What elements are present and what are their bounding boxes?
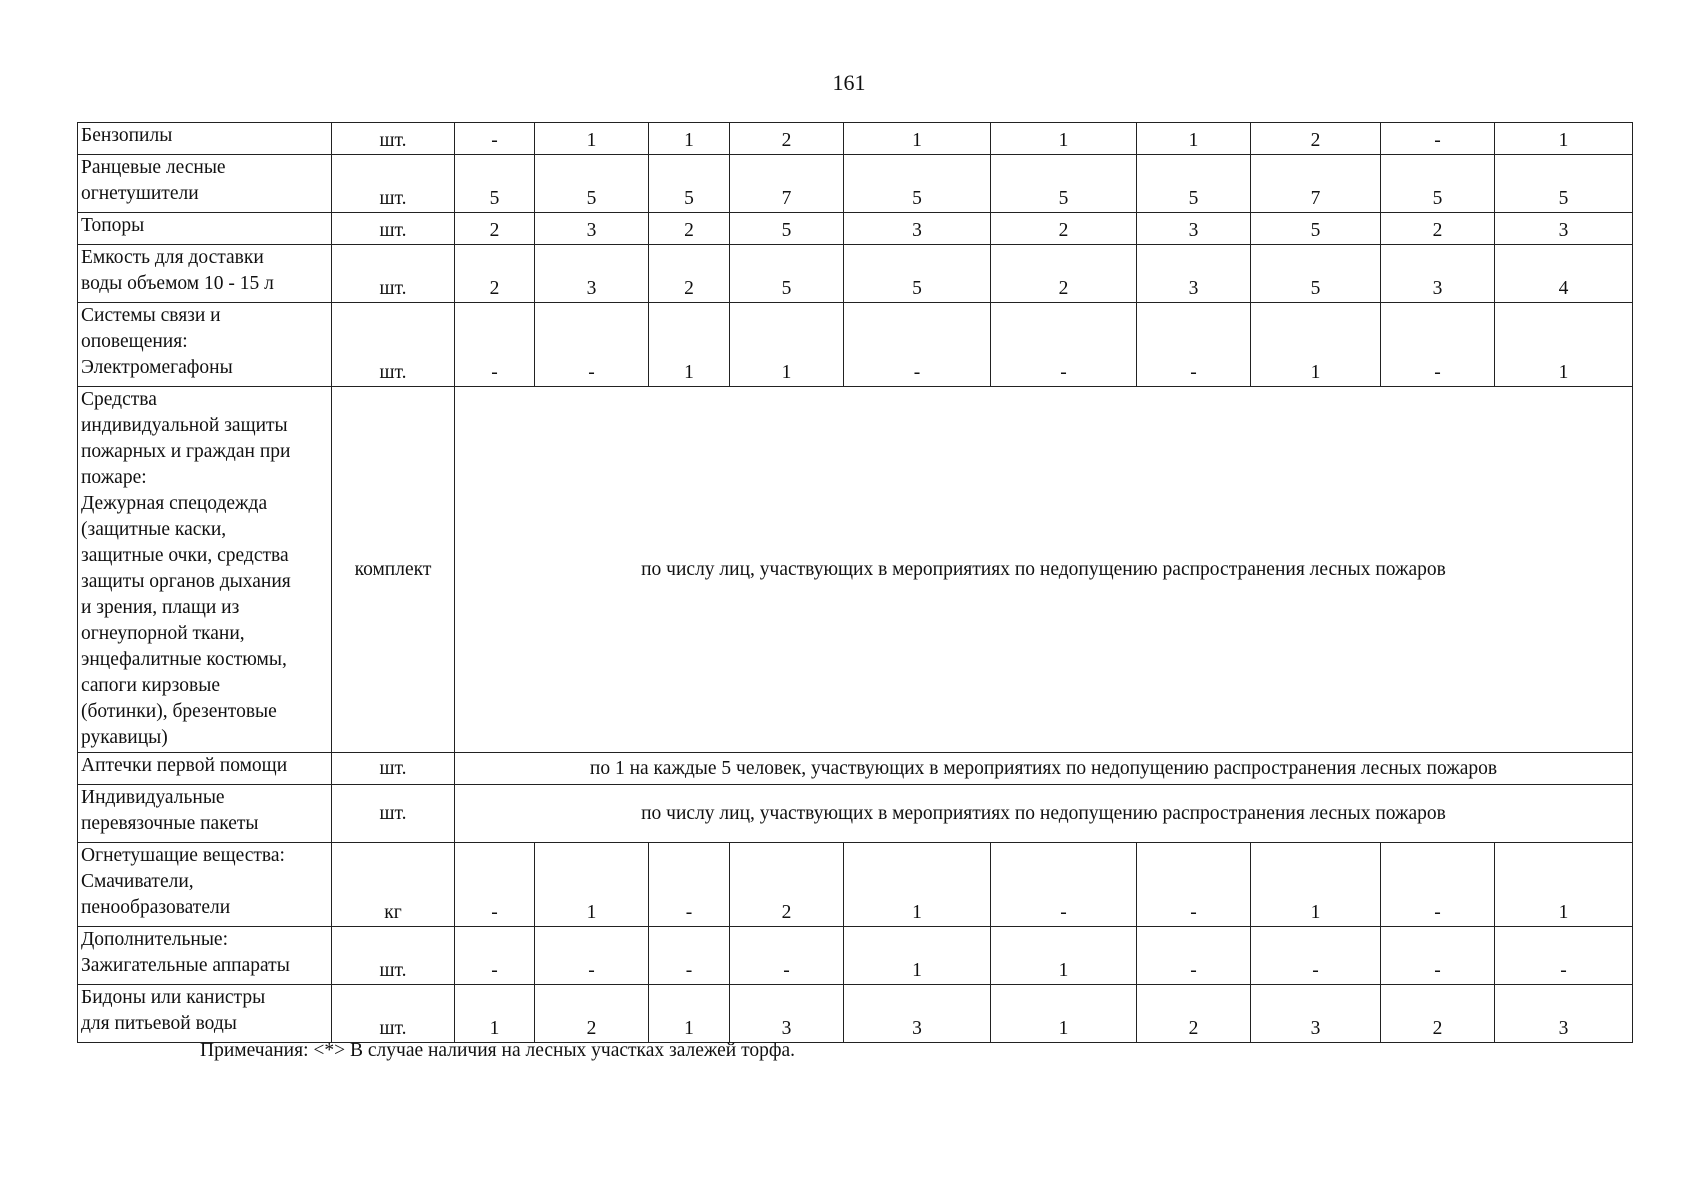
value-cell: 3 (1495, 985, 1633, 1043)
item-name-cell (78, 843, 332, 927)
spanning-note-cell: по числу лиц, участвующих в мероприятиях по недопущению распространения лесных пожаров (455, 387, 1633, 753)
value-cell: 5 (1251, 245, 1381, 303)
item-name-cell (78, 753, 332, 785)
value-cell: 3 (1381, 245, 1495, 303)
table-row (78, 785, 1633, 843)
table-row (78, 245, 1633, 303)
value-cell: - (1381, 303, 1495, 387)
item-name-line: оповещения: (81, 331, 188, 352)
item-name-line: пожаре: (81, 467, 147, 488)
value-cell: 2 (730, 123, 844, 155)
value-cell: 5 (844, 155, 991, 213)
value-cell: 5 (1495, 155, 1633, 213)
unit-cell: шт. (332, 985, 455, 1043)
value-cell: 2 (730, 843, 844, 927)
value-cell: 3 (1495, 213, 1633, 245)
item-name-line: Дополнительные: (81, 929, 228, 950)
value-cell: 1 (535, 123, 649, 155)
equipment-table (77, 122, 1633, 1043)
value-cell: - (649, 927, 730, 985)
table-row (78, 123, 1633, 155)
value-cell: - (535, 927, 649, 985)
value-cell: - (455, 303, 535, 387)
spanning-note-cell: по 1 на каждые 5 человек, участвующих в мероприятиях по недопущению распространения лесных пожаров (455, 753, 1633, 785)
unit-cell: шт. (332, 245, 455, 303)
unit-cell: шт. (332, 213, 455, 245)
page-number: 161 (832, 70, 866, 95)
value-cell: - (991, 303, 1137, 387)
value-cell: 5 (1381, 155, 1495, 213)
item-name-line: и зрения, плащи из (81, 597, 240, 618)
item-name-line: Электромегафоны (81, 357, 233, 378)
value-cell: 2 (649, 213, 730, 245)
item-name-cell (78, 985, 332, 1043)
item-name-line: для питьевой воды (81, 1013, 237, 1034)
value-cell: 3 (844, 213, 991, 245)
value-cell: 3 (844, 985, 991, 1043)
value-cell: 2 (991, 245, 1137, 303)
value-cell: 7 (1251, 155, 1381, 213)
value-cell: - (455, 843, 535, 927)
table-row (78, 387, 1633, 753)
value-cell: 1 (1137, 123, 1251, 155)
value-cell: - (455, 927, 535, 985)
value-cell: 1 (1495, 123, 1633, 155)
value-cell: 5 (1251, 213, 1381, 245)
value-cell: 2 (991, 213, 1137, 245)
value-cell: 1 (991, 985, 1137, 1043)
table-row (78, 985, 1633, 1043)
value-cell: - (455, 123, 535, 155)
value-cell: 5 (649, 155, 730, 213)
item-name-line: Аптечки первой помощи (81, 755, 288, 776)
unit-cell: шт. (332, 303, 455, 387)
value-cell: - (844, 303, 991, 387)
value-cell: 5 (1137, 155, 1251, 213)
value-cell: 2 (1137, 985, 1251, 1043)
value-cell: 1 (844, 927, 991, 985)
value-cell: 1 (844, 843, 991, 927)
value-cell: 5 (730, 213, 844, 245)
table-row (78, 213, 1633, 245)
item-name-line: Индивидуальные (81, 787, 225, 808)
value-cell: 2 (1251, 123, 1381, 155)
value-cell: 3 (1251, 985, 1381, 1043)
unit-cell: комплект (332, 387, 455, 753)
item-name-cell (78, 785, 332, 843)
value-cell: 1 (1251, 843, 1381, 927)
item-name-line: индивидуальной защиты (81, 415, 288, 436)
item-name-cell (78, 213, 332, 245)
item-name-cell (78, 123, 332, 155)
item-name-line: пожарных и граждан при (81, 441, 291, 462)
value-cell: 1 (535, 843, 649, 927)
value-cell: 5 (844, 245, 991, 303)
value-cell: 1 (844, 123, 991, 155)
value-cell: - (1381, 927, 1495, 985)
value-cell: 2 (1381, 213, 1495, 245)
item-name-line: сапоги кирзовые (81, 675, 220, 696)
table-body (78, 123, 1633, 1043)
value-cell: 1 (991, 927, 1137, 985)
item-name-cell (78, 303, 332, 387)
item-name-cell (78, 245, 332, 303)
value-cell: - (649, 843, 730, 927)
value-cell: 3 (535, 245, 649, 303)
value-cell: 1 (1495, 843, 1633, 927)
value-cell: 5 (991, 155, 1137, 213)
unit-cell: шт. (332, 123, 455, 155)
value-cell: 1 (649, 303, 730, 387)
unit-cell: шт. (332, 785, 455, 843)
value-cell: - (991, 843, 1137, 927)
value-cell: 1 (649, 985, 730, 1043)
unit-cell: шт. (332, 155, 455, 213)
unit-cell: кг (332, 843, 455, 927)
unit-cell: шт. (332, 927, 455, 985)
item-name-line: пенообразователи (81, 897, 231, 918)
item-name-line: Ранцевые лесные (81, 157, 226, 178)
item-name-line: рукавицы) (81, 727, 168, 748)
value-cell: - (535, 303, 649, 387)
item-name-cell (78, 387, 332, 753)
value-cell: - (730, 927, 844, 985)
value-cell: 3 (535, 213, 649, 245)
item-name-line: огнетушители (81, 183, 199, 204)
table-row (78, 155, 1633, 213)
item-name-line: Бензопилы (81, 125, 173, 146)
item-name-line: Смачиватели, (81, 871, 194, 892)
item-name-line: (защитные каски, (81, 519, 227, 540)
value-cell: 1 (455, 985, 535, 1043)
value-cell: 3 (730, 985, 844, 1043)
table-row (78, 927, 1633, 985)
value-cell: - (1137, 927, 1251, 985)
value-cell: - (1137, 843, 1251, 927)
item-name-cell (78, 927, 332, 985)
value-cell: 3 (1137, 213, 1251, 245)
item-name-line: Бидоны или канистры (81, 987, 266, 1008)
value-cell: 5 (535, 155, 649, 213)
spanning-note-cell: по числу лиц, участвующих в мероприятиях по недопущению распространения лесных пожаров (455, 785, 1633, 843)
value-cell: 2 (535, 985, 649, 1043)
item-name-line: защиты органов дыхания (81, 571, 291, 592)
item-name-line: Дежурная спецодежда (81, 493, 268, 514)
value-cell: 2 (1381, 985, 1495, 1043)
value-cell: - (1137, 303, 1251, 387)
item-name-line: огнеупорной ткани, (81, 623, 245, 644)
value-cell: 1 (1495, 303, 1633, 387)
item-name-line: Емкость для доставки (81, 247, 264, 268)
value-cell: 4 (1495, 245, 1633, 303)
item-name-line: перевязочные пакеты (81, 813, 259, 834)
value-cell: 5 (455, 155, 535, 213)
value-cell: - (1251, 927, 1381, 985)
value-cell: 2 (649, 245, 730, 303)
value-cell: 7 (730, 155, 844, 213)
item-name-line: защитные очки, средства (81, 545, 289, 566)
value-cell: 2 (455, 213, 535, 245)
item-name-line: Топоры (81, 215, 145, 236)
table-row (78, 843, 1633, 927)
value-cell: 2 (455, 245, 535, 303)
value-cell: 3 (1137, 245, 1251, 303)
value-cell: 1 (730, 303, 844, 387)
value-cell: - (1381, 123, 1495, 155)
item-name-line: Системы связи и (81, 305, 221, 326)
item-name-line: (ботинки), брезентовые (81, 701, 277, 722)
value-cell: 1 (649, 123, 730, 155)
item-name-line: воды объемом 10 - 15 л (81, 273, 274, 294)
table-row (78, 303, 1633, 387)
item-name-line: Средства (81, 389, 157, 410)
item-name-line: энцефалитные костюмы, (81, 649, 287, 670)
value-cell: 1 (991, 123, 1137, 155)
item-name-line: Зажигательные аппараты (81, 955, 290, 976)
table-note: Примечания: <*> В случае наличия на лесных участках залежей торфа. (200, 1040, 796, 1061)
value-cell: 5 (730, 245, 844, 303)
item-name-line: Огнетушащие вещества: (81, 845, 285, 866)
unit-cell: шт. (332, 753, 455, 785)
item-name-cell (78, 155, 332, 213)
value-cell: - (1495, 927, 1633, 985)
table-row (78, 753, 1633, 785)
value-cell: 1 (1251, 303, 1381, 387)
value-cell: - (1381, 843, 1495, 927)
